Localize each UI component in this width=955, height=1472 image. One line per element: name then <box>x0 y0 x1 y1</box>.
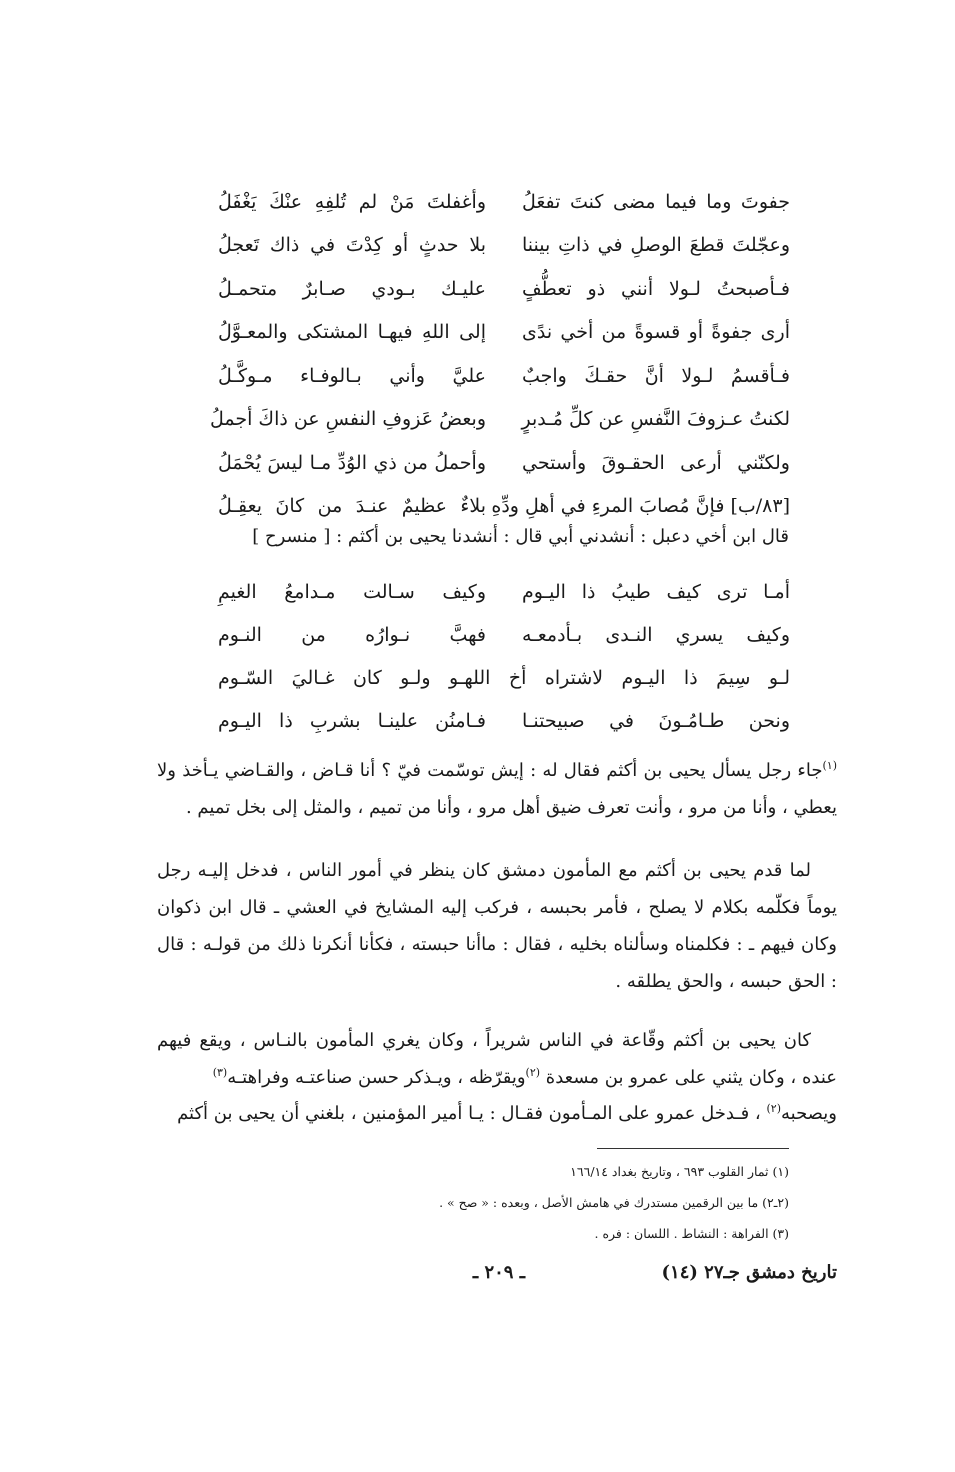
hemistich-first: جفوتَ وما فيما مضى كنتَ تفعَلُ <box>522 190 790 213</box>
paragraph-text: ويقرّظه ، ويـذكر حسن صناعتـه وفراهتـه <box>227 1067 526 1088</box>
verse <box>218 613 790 656</box>
footnote-marker: (١) <box>822 759 837 772</box>
footnote: (٣) الفراهة : النشاط . اللسان : فره . <box>594 1226 789 1241</box>
poem-intro-line: قال ابن أخي دعبل : أنشدني أبي قال : أنشدنا يحيى بن أكثم : [ منسرح ] <box>252 526 789 547</box>
hemistich-second: وبعضُ عَزوفِ النفسِ عن ذاكَ أجملُ <box>209 408 486 431</box>
hemistich-second: وأغفلتَ مَنْ لم تُلفِهِ عنْكَ يَغْفَلُ <box>218 190 486 213</box>
verse <box>218 354 790 398</box>
hemistich-first: ولكنّني أرعى الحقـوقَ وأستحي <box>522 451 790 474</box>
verse <box>218 570 790 613</box>
paragraph-anecdote-1 <box>157 752 837 826</box>
hemistich-second: عليَّ وأني بـالوفـاء مـوكَّـلُ <box>218 364 486 387</box>
hemistich-first: أمـا ترى كيف طيبُ ذا اليـوم <box>522 580 790 603</box>
verse <box>218 441 790 485</box>
hemistich-second: وكيف سـالت مـدامعُ الغيمِ <box>218 580 486 603</box>
paragraph-text: ويصحبه <box>780 1103 837 1124</box>
running-title: تاريخ دمشق جـ٢٧ (١٤) <box>661 1262 837 1283</box>
verse-full-line: لـو سِيمَ ذا اليـوم لاشتراه أخ اللهـو ولـو كان غـاليَ السّـوم <box>218 666 790 689</box>
paragraph-text: كان يحيى بن أكثم وقّاعة في الناس شريراً ، وكان يغري المأمون بالنـاس ، ويقع فيهم عنده ، وكان يثني على عمرو بن مسعدة <box>157 1030 837 1088</box>
poem-tawil <box>209 180 790 528</box>
hemistich-second: بلاءٌ عظيمٌ عنـدَ من كانَ يعقِـلُ <box>218 495 486 518</box>
hemistich-first: أرى جفوةً أو قسوةً من أخي ندًى <box>522 321 790 344</box>
hemistich-first: [٨٣/ب] فإنَّ مُصابَ المرءِ في أهلِ ودِّهِ <box>491 495 790 518</box>
verse <box>218 180 790 224</box>
footnote: (١) ثمار القلوب ٦٩٣ ، وتاريخ بغداد ١٦٦/١٤ <box>570 1164 789 1179</box>
footnote-marker: (٢) <box>766 1102 781 1115</box>
hemistich-second: وأحملُ من ذي الوُدِّ مـا ليسَ يُحْمَلُ <box>218 451 486 474</box>
hemistich-first: وكيف يسري النـدى بـأدمعـه <box>522 623 790 646</box>
hemistich-first: وعجّلتَ قطعَ الوصلِ في ذاتِ بيننا <box>522 234 790 257</box>
verse <box>218 224 790 268</box>
page-footer <box>157 1262 837 1292</box>
verse <box>218 485 790 529</box>
paragraph-text: ، فـدخل عمرو على المـأمون فقـال : يـا أمير المؤمنين ، بلغني أن يحيى بن أكثم <box>177 1103 761 1124</box>
poem-munsarih <box>218 570 790 742</box>
hemistich-second: فهبَّ نـوارُه من النـوم <box>218 623 486 646</box>
footnote-marker: (٣) <box>212 1066 228 1079</box>
hemistich-second: إلى اللهِ فيهـا المشتكى والمعـوَّلُ <box>218 321 486 344</box>
paragraph-text: لما قدم يحيى بن أكثم مع المأمون دمشق كان ينظر في أمور الناس ، فدخل إليـه رجل يوماً فكلّمه بكلام لا يصلح ، فأمر بحبسه ، فركب إليه المشايخ في العشي ـ قال ابن ذكوان وكان فيهم ـ : فكلمناه وسألناه بخليه ، فقال : ماأنا حبسته ، فكأنا أنكرنا ذلك من قولـه : قال : الحق حبسه ، والحق يطلقه . <box>157 860 837 992</box>
hemistich-second: بلا حدثٍ أو كِدْتَ في ذاك تَعجلُ <box>218 234 486 257</box>
hemistich-first: فـأقسمُ لـولا أنَّ حقـكَ واجبٌ <box>522 364 790 387</box>
hemistich-second: عليـك بـودي صـابرٌ متحمـلُ <box>218 277 486 300</box>
footnote-separator <box>597 1148 789 1149</box>
hemistich-first: فـأصبحتُ لـولا أنني ذو تعطُّفٍ <box>522 277 790 300</box>
footnote: (٢ـ٢) ما بين الرقمين مستدرك في هامش الأصل ، وبعده : « صح » . <box>439 1195 789 1210</box>
paragraph-anecdote-2 <box>157 852 837 1000</box>
footnote-marker: (٢) <box>525 1066 541 1079</box>
footnotes <box>149 1156 789 1249</box>
paragraph-text: جاء رجل يسأل يحيى بن أكثم فقال له : إيش توسّمت فيّ ؟ أنا قـاض ، والقـاضي يـأخذ ولا يعطي ، وأنا من مرو ، وأنت تعرف ضيق أهل مرو ، وأنا من تميم ، والمثل إلى بخل تميم . <box>157 760 837 818</box>
verse <box>218 267 790 311</box>
verse <box>209 398 790 442</box>
paragraph-anecdote-3-continued <box>157 1095 837 1132</box>
paragraph-anecdote-3 <box>157 1022 837 1096</box>
hemistich-first: ونحن طـامُـونَ في صبيحتنـا <box>522 709 790 732</box>
verse <box>218 311 790 355</box>
verse-mudawwar <box>218 656 790 699</box>
verse <box>218 699 790 742</box>
hemistich-first: لكنتُ عـزوفَ النَّفسِ عن كلِّ مُـدبرٍ <box>521 408 790 431</box>
hemistich-second: فـامنُن علينـا بشربِ ذا اليـوم <box>218 709 486 732</box>
page-number: ـ ٢٠٩ ـ <box>472 1262 525 1283</box>
